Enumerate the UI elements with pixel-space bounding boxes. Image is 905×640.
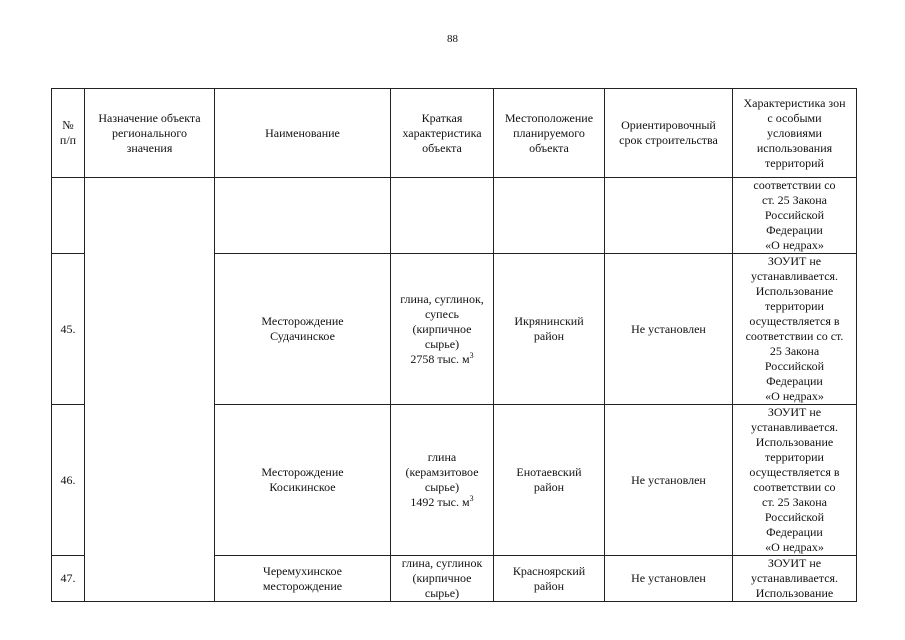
cell-location: Красноярский район bbox=[494, 556, 605, 602]
brief-volume: 2758 тыс. $м^3$ bbox=[410, 350, 474, 366]
objects-table bbox=[51, 88, 857, 602]
cell-name: Месторождение Косикинское bbox=[215, 405, 391, 556]
brief-description: глина (керамзитовое сырье) bbox=[405, 450, 479, 494]
cell-num: 47. bbox=[52, 556, 85, 602]
cell-zones: ЗОУИТ не устанавливается. Использование bbox=[733, 556, 857, 602]
cell-zones: соответствии со ст. 25 Закона Российской Федерации «О недрах» bbox=[733, 178, 857, 254]
cell-name: Месторождение Судачинское bbox=[215, 254, 391, 405]
cell-term-empty bbox=[605, 178, 733, 254]
cell-name: Черемухинское месторождение bbox=[215, 556, 391, 602]
brief-volume: 1492 тыс. $м^3$ bbox=[410, 494, 474, 509]
page-number: 88 bbox=[447, 33, 458, 45]
table-header-row bbox=[52, 89, 857, 178]
cell-num: 45. bbox=[52, 254, 85, 405]
table-row-continuation bbox=[52, 178, 857, 254]
cell-num: 46. bbox=[52, 405, 85, 556]
brief-description: глина, суглинок, супесь (кирпичное сырье) bbox=[400, 291, 484, 351]
header-num: № п/п bbox=[52, 89, 85, 178]
cell-brief bbox=[391, 405, 494, 556]
header-name: Наименование bbox=[215, 89, 391, 178]
cell-location-empty bbox=[494, 178, 605, 254]
cell-term: Не установлен bbox=[605, 254, 733, 405]
header-term: Ориентировочный срок строительства bbox=[605, 89, 733, 178]
cell-brief bbox=[391, 254, 494, 405]
cell-zones: ЗОУИТ не устанавливается. Использование территории осуществляется в соответствии со ст. 25 Закона Российской Федерации «О недрах» bbox=[733, 254, 857, 405]
header-location: Местоположение планируемого объекта bbox=[494, 89, 605, 178]
cell-brief: глина, суглинок (кирпичное сырье) bbox=[391, 556, 494, 602]
cell-brief-empty bbox=[391, 178, 494, 254]
cell-location: Енотаевский район bbox=[494, 405, 605, 556]
cell-term: Не установлен bbox=[605, 405, 733, 556]
cell-zones: ЗОУИТ не устанавливается. Использование территории осуществляется в соответствии со ст. 25 Закона Российской Федерации «О недрах» bbox=[733, 405, 857, 556]
header-zones: Характеристика зон с особыми условиями использования территорий bbox=[733, 89, 857, 178]
cell-term: Не установлен bbox=[605, 556, 733, 602]
cell-name-empty bbox=[215, 178, 391, 254]
cell-designation-merged bbox=[85, 178, 215, 602]
cell-location: Икрянинский район bbox=[494, 254, 605, 405]
cell-num-empty bbox=[52, 178, 85, 254]
header-designation: Назначение объекта регионального значения bbox=[85, 89, 215, 178]
header-brief: Краткая характеристика объекта bbox=[391, 89, 494, 178]
